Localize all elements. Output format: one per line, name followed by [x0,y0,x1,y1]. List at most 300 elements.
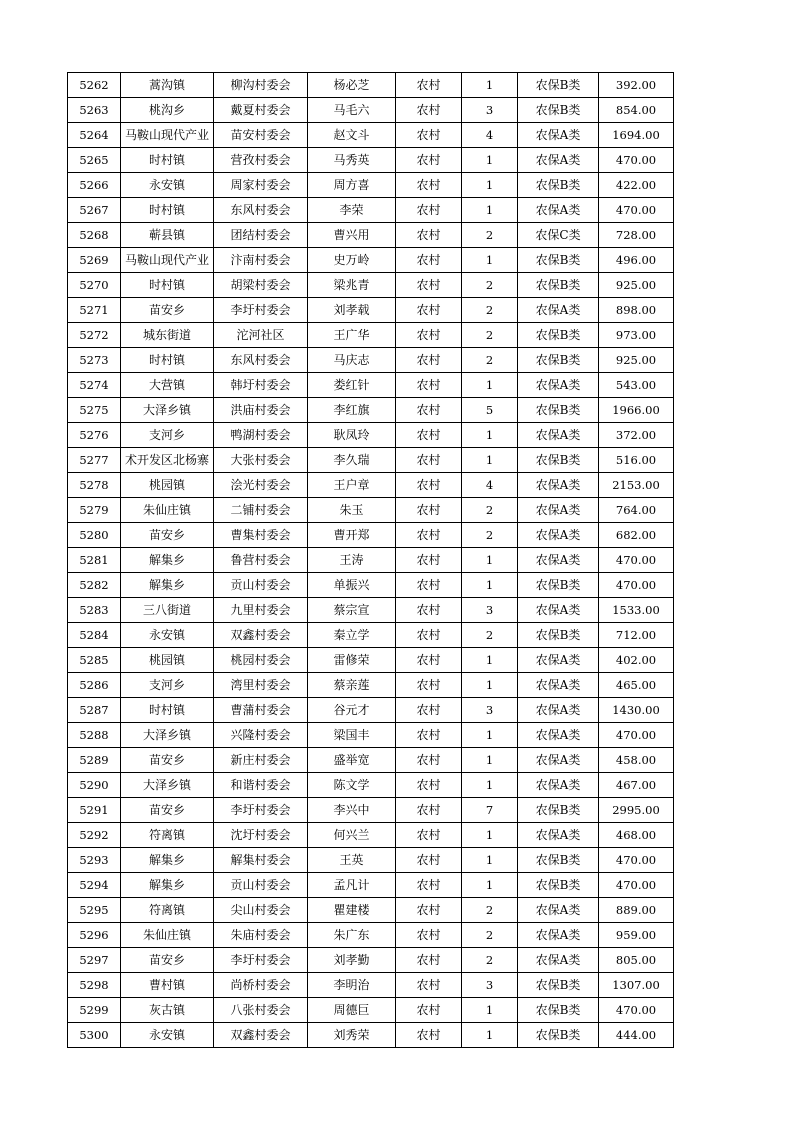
person-name-cell: 史万岭 [308,248,396,273]
roster-table [67,72,674,1048]
person-name-cell: 何兴兰 [308,823,396,848]
insurance-category-cell: 农保B类 [518,873,599,898]
record-number-cell: 5300 [68,1023,121,1048]
household-size-cell: 1 [462,373,518,398]
table-row [68,73,674,98]
table-row [68,548,674,573]
person-name-cell: 娄红针 [308,373,396,398]
township-cell: 朱仙庄镇 [121,923,214,948]
person-name-cell: 马庆志 [308,348,396,373]
table-row [68,98,674,123]
amount-cell: 372.00 [599,423,674,448]
person-name-cell: 周方喜 [308,173,396,198]
record-number-cell: 5287 [68,698,121,723]
village-committee-cell: 贡山村委会 [214,573,308,598]
insurance-category-cell: 农保A类 [518,123,599,148]
person-name-cell: 刘秀荣 [308,1023,396,1048]
table-row [68,148,674,173]
insurance-category-cell: 农保A类 [518,548,599,573]
area-type-cell: 农村 [396,498,462,523]
amount-cell: 468.00 [599,823,674,848]
person-name-cell: 耿凤玲 [308,423,396,448]
person-name-cell: 雷修荣 [308,648,396,673]
household-size-cell: 2 [462,623,518,648]
amount-cell: 973.00 [599,323,674,348]
township-cell: 时村镇 [121,698,214,723]
amount-cell: 470.00 [599,548,674,573]
table-row [68,573,674,598]
township-cell: 马鞍山现代产业 [121,123,214,148]
township-cell: 苗安乡 [121,298,214,323]
person-name-cell: 蔡亲莲 [308,673,396,698]
household-size-cell: 1 [462,573,518,598]
amount-cell: 1694.00 [599,123,674,148]
area-type-cell: 农村 [396,673,462,698]
area-type-cell: 农村 [396,798,462,823]
insurance-category-cell: 农保A类 [518,698,599,723]
record-number-cell: 5284 [68,623,121,648]
person-name-cell: 王户章 [308,473,396,498]
township-cell: 曹村镇 [121,973,214,998]
record-number-cell: 5265 [68,148,121,173]
village-committee-cell: 李圩村委会 [214,798,308,823]
record-number-cell: 5295 [68,898,121,923]
village-committee-cell: 东风村委会 [214,348,308,373]
household-size-cell: 3 [462,698,518,723]
village-committee-cell: 贡山村委会 [214,873,308,898]
table-row [68,898,674,923]
insurance-category-cell: 农保A类 [518,298,599,323]
insurance-category-cell: 农保A类 [518,648,599,673]
amount-cell: 496.00 [599,248,674,273]
insurance-category-cell: 农保A类 [518,898,599,923]
insurance-category-cell: 农保A类 [518,673,599,698]
household-size-cell: 1 [462,73,518,98]
record-number-cell: 5263 [68,98,121,123]
household-size-cell: 1 [462,198,518,223]
village-committee-cell: 苗安村委会 [214,123,308,148]
amount-cell: 805.00 [599,948,674,973]
village-committee-cell: 周家村委会 [214,173,308,198]
table-row [68,773,674,798]
area-type-cell: 农村 [396,1023,462,1048]
township-cell: 蒿沟镇 [121,73,214,98]
table-row [68,498,674,523]
township-cell: 大营镇 [121,373,214,398]
amount-cell: 458.00 [599,748,674,773]
village-committee-cell: 二铺村委会 [214,498,308,523]
amount-cell: 470.00 [599,198,674,223]
insurance-category-cell: 农保B类 [518,248,599,273]
amount-cell: 854.00 [599,98,674,123]
record-number-cell: 5262 [68,73,121,98]
township-cell: 灰古镇 [121,998,214,1023]
village-committee-cell: 尚桥村委会 [214,973,308,998]
amount-cell: 682.00 [599,523,674,548]
village-committee-cell: 大张村委会 [214,448,308,473]
person-name-cell: 王英 [308,848,396,873]
amount-cell: 470.00 [599,998,674,1023]
household-size-cell: 2 [462,898,518,923]
amount-cell: 712.00 [599,623,674,648]
household-size-cell: 1 [462,673,518,698]
insurance-category-cell: 农保B类 [518,573,599,598]
insurance-category-cell: 农保A类 [518,948,599,973]
village-committee-cell: 新庄村委会 [214,748,308,773]
township-cell: 解集乡 [121,573,214,598]
record-number-cell: 5285 [68,648,121,673]
township-cell: 时村镇 [121,198,214,223]
area-type-cell: 农村 [396,398,462,423]
township-cell: 朱仙庄镇 [121,498,214,523]
household-size-cell: 3 [462,598,518,623]
insurance-category-cell: 农保B类 [518,798,599,823]
township-cell: 时村镇 [121,148,214,173]
amount-cell: 764.00 [599,498,674,523]
township-cell: 三八街道 [121,598,214,623]
table-row [68,673,674,698]
insurance-category-cell: 农保A类 [518,923,599,948]
person-name-cell: 李红旗 [308,398,396,423]
record-number-cell: 5278 [68,473,121,498]
amount-cell: 1533.00 [599,598,674,623]
area-type-cell: 农村 [396,523,462,548]
township-cell: 解集乡 [121,548,214,573]
insurance-category-cell: 农保A类 [518,748,599,773]
amount-cell: 516.00 [599,448,674,473]
village-committee-cell: 鸭湖村委会 [214,423,308,448]
amount-cell: 925.00 [599,348,674,373]
record-number-cell: 5266 [68,173,121,198]
insurance-category-cell: 农保A类 [518,498,599,523]
village-committee-cell: 双鑫村委会 [214,1023,308,1048]
amount-cell: 470.00 [599,848,674,873]
amount-cell: 728.00 [599,223,674,248]
township-cell: 永安镇 [121,1023,214,1048]
table-row [68,248,674,273]
amount-cell: 470.00 [599,573,674,598]
table-row [68,273,674,298]
household-size-cell: 1 [462,173,518,198]
insurance-category-cell: 农保B类 [518,273,599,298]
table-row [68,698,674,723]
township-cell: 马鞍山现代产业 [121,248,214,273]
village-committee-cell: 浍光村委会 [214,473,308,498]
person-name-cell: 梁兆青 [308,273,396,298]
area-type-cell: 农村 [396,648,462,673]
table-row [68,973,674,998]
area-type-cell: 农村 [396,323,462,348]
township-cell: 符离镇 [121,898,214,923]
area-type-cell: 农村 [396,973,462,998]
household-size-cell: 1 [462,748,518,773]
table-row [68,873,674,898]
amount-cell: 543.00 [599,373,674,398]
village-committee-cell: 汴南村委会 [214,248,308,273]
insurance-category-cell: 农保B类 [518,398,599,423]
household-size-cell: 1 [462,773,518,798]
record-number-cell: 5277 [68,448,121,473]
township-cell: 桃园镇 [121,473,214,498]
record-number-cell: 5279 [68,498,121,523]
record-number-cell: 5269 [68,248,121,273]
area-type-cell: 农村 [396,598,462,623]
record-number-cell: 5289 [68,748,121,773]
person-name-cell: 盛举宽 [308,748,396,773]
township-cell: 大泽乡镇 [121,723,214,748]
area-type-cell: 农村 [396,73,462,98]
amount-cell: 470.00 [599,148,674,173]
insurance-category-cell: 农保B类 [518,973,599,998]
area-type-cell: 农村 [396,873,462,898]
amount-cell: 1430.00 [599,698,674,723]
area-type-cell: 农村 [396,123,462,148]
insurance-category-cell: 农保A类 [518,723,599,748]
table-row [68,173,674,198]
amount-cell: 959.00 [599,923,674,948]
record-number-cell: 5299 [68,998,121,1023]
amount-cell: 1966.00 [599,398,674,423]
insurance-category-cell: 农保B类 [518,173,599,198]
village-committee-cell: 胡梁村委会 [214,273,308,298]
household-size-cell: 2 [462,298,518,323]
area-type-cell: 农村 [396,723,462,748]
table-row [68,398,674,423]
person-name-cell: 单振兴 [308,573,396,598]
table-row [68,348,674,373]
household-size-cell: 4 [462,123,518,148]
area-type-cell: 农村 [396,423,462,448]
village-committee-cell: 桃园村委会 [214,648,308,673]
insurance-category-cell: 农保B类 [518,348,599,373]
village-committee-cell: 鲁营村委会 [214,548,308,573]
table-row [68,648,674,673]
insurance-category-cell: 农保A类 [518,423,599,448]
area-type-cell: 农村 [396,998,462,1023]
village-committee-cell: 营孜村委会 [214,148,308,173]
township-cell: 苗安乡 [121,948,214,973]
table-row [68,723,674,748]
amount-cell: 2995.00 [599,798,674,823]
person-name-cell: 孟凡计 [308,873,396,898]
area-type-cell: 农村 [396,773,462,798]
area-type-cell: 农村 [396,823,462,848]
household-size-cell: 1 [462,448,518,473]
household-size-cell: 5 [462,398,518,423]
household-size-cell: 2 [462,223,518,248]
insurance-category-cell: 农保A类 [518,148,599,173]
record-number-cell: 5274 [68,373,121,398]
area-type-cell: 农村 [396,473,462,498]
household-size-cell: 1 [462,1023,518,1048]
area-type-cell: 农村 [396,448,462,473]
village-committee-cell: 东风村委会 [214,198,308,223]
household-size-cell: 2 [462,523,518,548]
village-committee-cell: 尖山村委会 [214,898,308,923]
person-name-cell: 刘孝勤 [308,948,396,973]
village-committee-cell: 湾里村委会 [214,673,308,698]
village-committee-cell: 解集村委会 [214,848,308,873]
record-number-cell: 5270 [68,273,121,298]
person-name-cell: 李久瑞 [308,448,396,473]
household-size-cell: 1 [462,548,518,573]
person-name-cell: 朱广东 [308,923,396,948]
village-committee-cell: 八张村委会 [214,998,308,1023]
record-number-cell: 5281 [68,548,121,573]
township-cell: 永安镇 [121,173,214,198]
area-type-cell: 农村 [396,623,462,648]
village-committee-cell: 沈圩村委会 [214,823,308,848]
village-committee-cell: 韩圩村委会 [214,373,308,398]
amount-cell: 889.00 [599,898,674,923]
table-row [68,948,674,973]
table-row [68,748,674,773]
amount-cell: 925.00 [599,273,674,298]
household-size-cell: 1 [462,998,518,1023]
record-number-cell: 5297 [68,948,121,973]
township-cell: 时村镇 [121,273,214,298]
insurance-category-cell: 农保B类 [518,848,599,873]
area-type-cell: 农村 [396,748,462,773]
table-row [68,848,674,873]
household-size-cell: 2 [462,923,518,948]
area-type-cell: 农村 [396,298,462,323]
table-row [68,198,674,223]
record-number-cell: 5276 [68,423,121,448]
household-size-cell: 4 [462,473,518,498]
record-number-cell: 5267 [68,198,121,223]
township-cell: 支河乡 [121,673,214,698]
household-size-cell: 1 [462,248,518,273]
amount-cell: 392.00 [599,73,674,98]
record-number-cell: 5275 [68,398,121,423]
person-name-cell: 蔡宗宣 [308,598,396,623]
area-type-cell: 农村 [396,273,462,298]
person-name-cell: 曹开郑 [308,523,396,548]
insurance-category-cell: 农保B类 [518,623,599,648]
insurance-category-cell: 农保B类 [518,323,599,348]
village-committee-cell: 双鑫村委会 [214,623,308,648]
insurance-category-cell: 农保A类 [518,773,599,798]
record-number-cell: 5296 [68,923,121,948]
person-name-cell: 曹兴用 [308,223,396,248]
township-cell: 大泽乡镇 [121,398,214,423]
village-committee-cell: 兴隆村委会 [214,723,308,748]
person-name-cell: 李明治 [308,973,396,998]
area-type-cell: 农村 [396,898,462,923]
area-type-cell: 农村 [396,223,462,248]
table-row [68,523,674,548]
area-type-cell: 农村 [396,248,462,273]
insurance-category-cell: 农保A类 [518,373,599,398]
village-committee-cell: 朱庙村委会 [214,923,308,948]
amount-cell: 422.00 [599,173,674,198]
area-type-cell: 农村 [396,573,462,598]
household-size-cell: 1 [462,648,518,673]
area-type-cell: 农村 [396,98,462,123]
area-type-cell: 农村 [396,198,462,223]
table-row [68,298,674,323]
household-size-cell: 3 [462,98,518,123]
area-type-cell: 农村 [396,548,462,573]
township-cell: 蕲县镇 [121,223,214,248]
household-size-cell: 1 [462,873,518,898]
table-row [68,1023,674,1048]
township-cell: 苗安乡 [121,798,214,823]
table-row [68,823,674,848]
household-size-cell: 2 [462,273,518,298]
household-size-cell: 1 [462,423,518,448]
table-row [68,123,674,148]
amount-cell: 465.00 [599,673,674,698]
record-number-cell: 5298 [68,973,121,998]
record-number-cell: 5288 [68,723,121,748]
person-name-cell: 马毛六 [308,98,396,123]
village-committee-cell: 李圩村委会 [214,298,308,323]
table-row [68,223,674,248]
area-type-cell: 农村 [396,373,462,398]
area-type-cell: 农村 [396,848,462,873]
table-row [68,473,674,498]
amount-cell: 467.00 [599,773,674,798]
insurance-category-cell: 农保B类 [518,998,599,1023]
record-number-cell: 5294 [68,873,121,898]
household-size-cell: 1 [462,723,518,748]
area-type-cell: 农村 [396,348,462,373]
township-cell: 桃沟乡 [121,98,214,123]
table-row [68,923,674,948]
amount-cell: 470.00 [599,873,674,898]
person-name-cell: 刘孝载 [308,298,396,323]
township-cell: 解集乡 [121,873,214,898]
person-name-cell: 秦立学 [308,623,396,648]
village-committee-cell: 沱河社区 [214,323,308,348]
insurance-category-cell: 农保C类 [518,223,599,248]
amount-cell: 2153.00 [599,473,674,498]
township-cell: 大泽乡镇 [121,773,214,798]
township-cell: 时村镇 [121,348,214,373]
village-committee-cell: 柳沟村委会 [214,73,308,98]
person-name-cell: 杨必芝 [308,73,396,98]
township-cell: 城东街道 [121,323,214,348]
household-size-cell: 2 [462,323,518,348]
area-type-cell: 农村 [396,923,462,948]
person-name-cell: 梁国丰 [308,723,396,748]
person-name-cell: 周德巨 [308,998,396,1023]
village-committee-cell: 曹蒲村委会 [214,698,308,723]
record-number-cell: 5273 [68,348,121,373]
insurance-category-cell: 农保A类 [518,823,599,848]
village-committee-cell: 李圩村委会 [214,948,308,973]
roster-body [68,73,674,1048]
township-cell: 解集乡 [121,848,214,873]
insurance-category-cell: 农保B类 [518,98,599,123]
record-number-cell: 5282 [68,573,121,598]
township-cell: 苗安乡 [121,748,214,773]
township-cell: 支河乡 [121,423,214,448]
table-row [68,323,674,348]
table-row [68,423,674,448]
person-name-cell: 李兴中 [308,798,396,823]
insurance-category-cell: 农保B类 [518,73,599,98]
township-cell: 桃园镇 [121,648,214,673]
record-number-cell: 5268 [68,223,121,248]
record-number-cell: 5280 [68,523,121,548]
record-number-cell: 5283 [68,598,121,623]
person-name-cell: 王广华 [308,323,396,348]
table-row [68,373,674,398]
household-size-cell: 2 [462,498,518,523]
